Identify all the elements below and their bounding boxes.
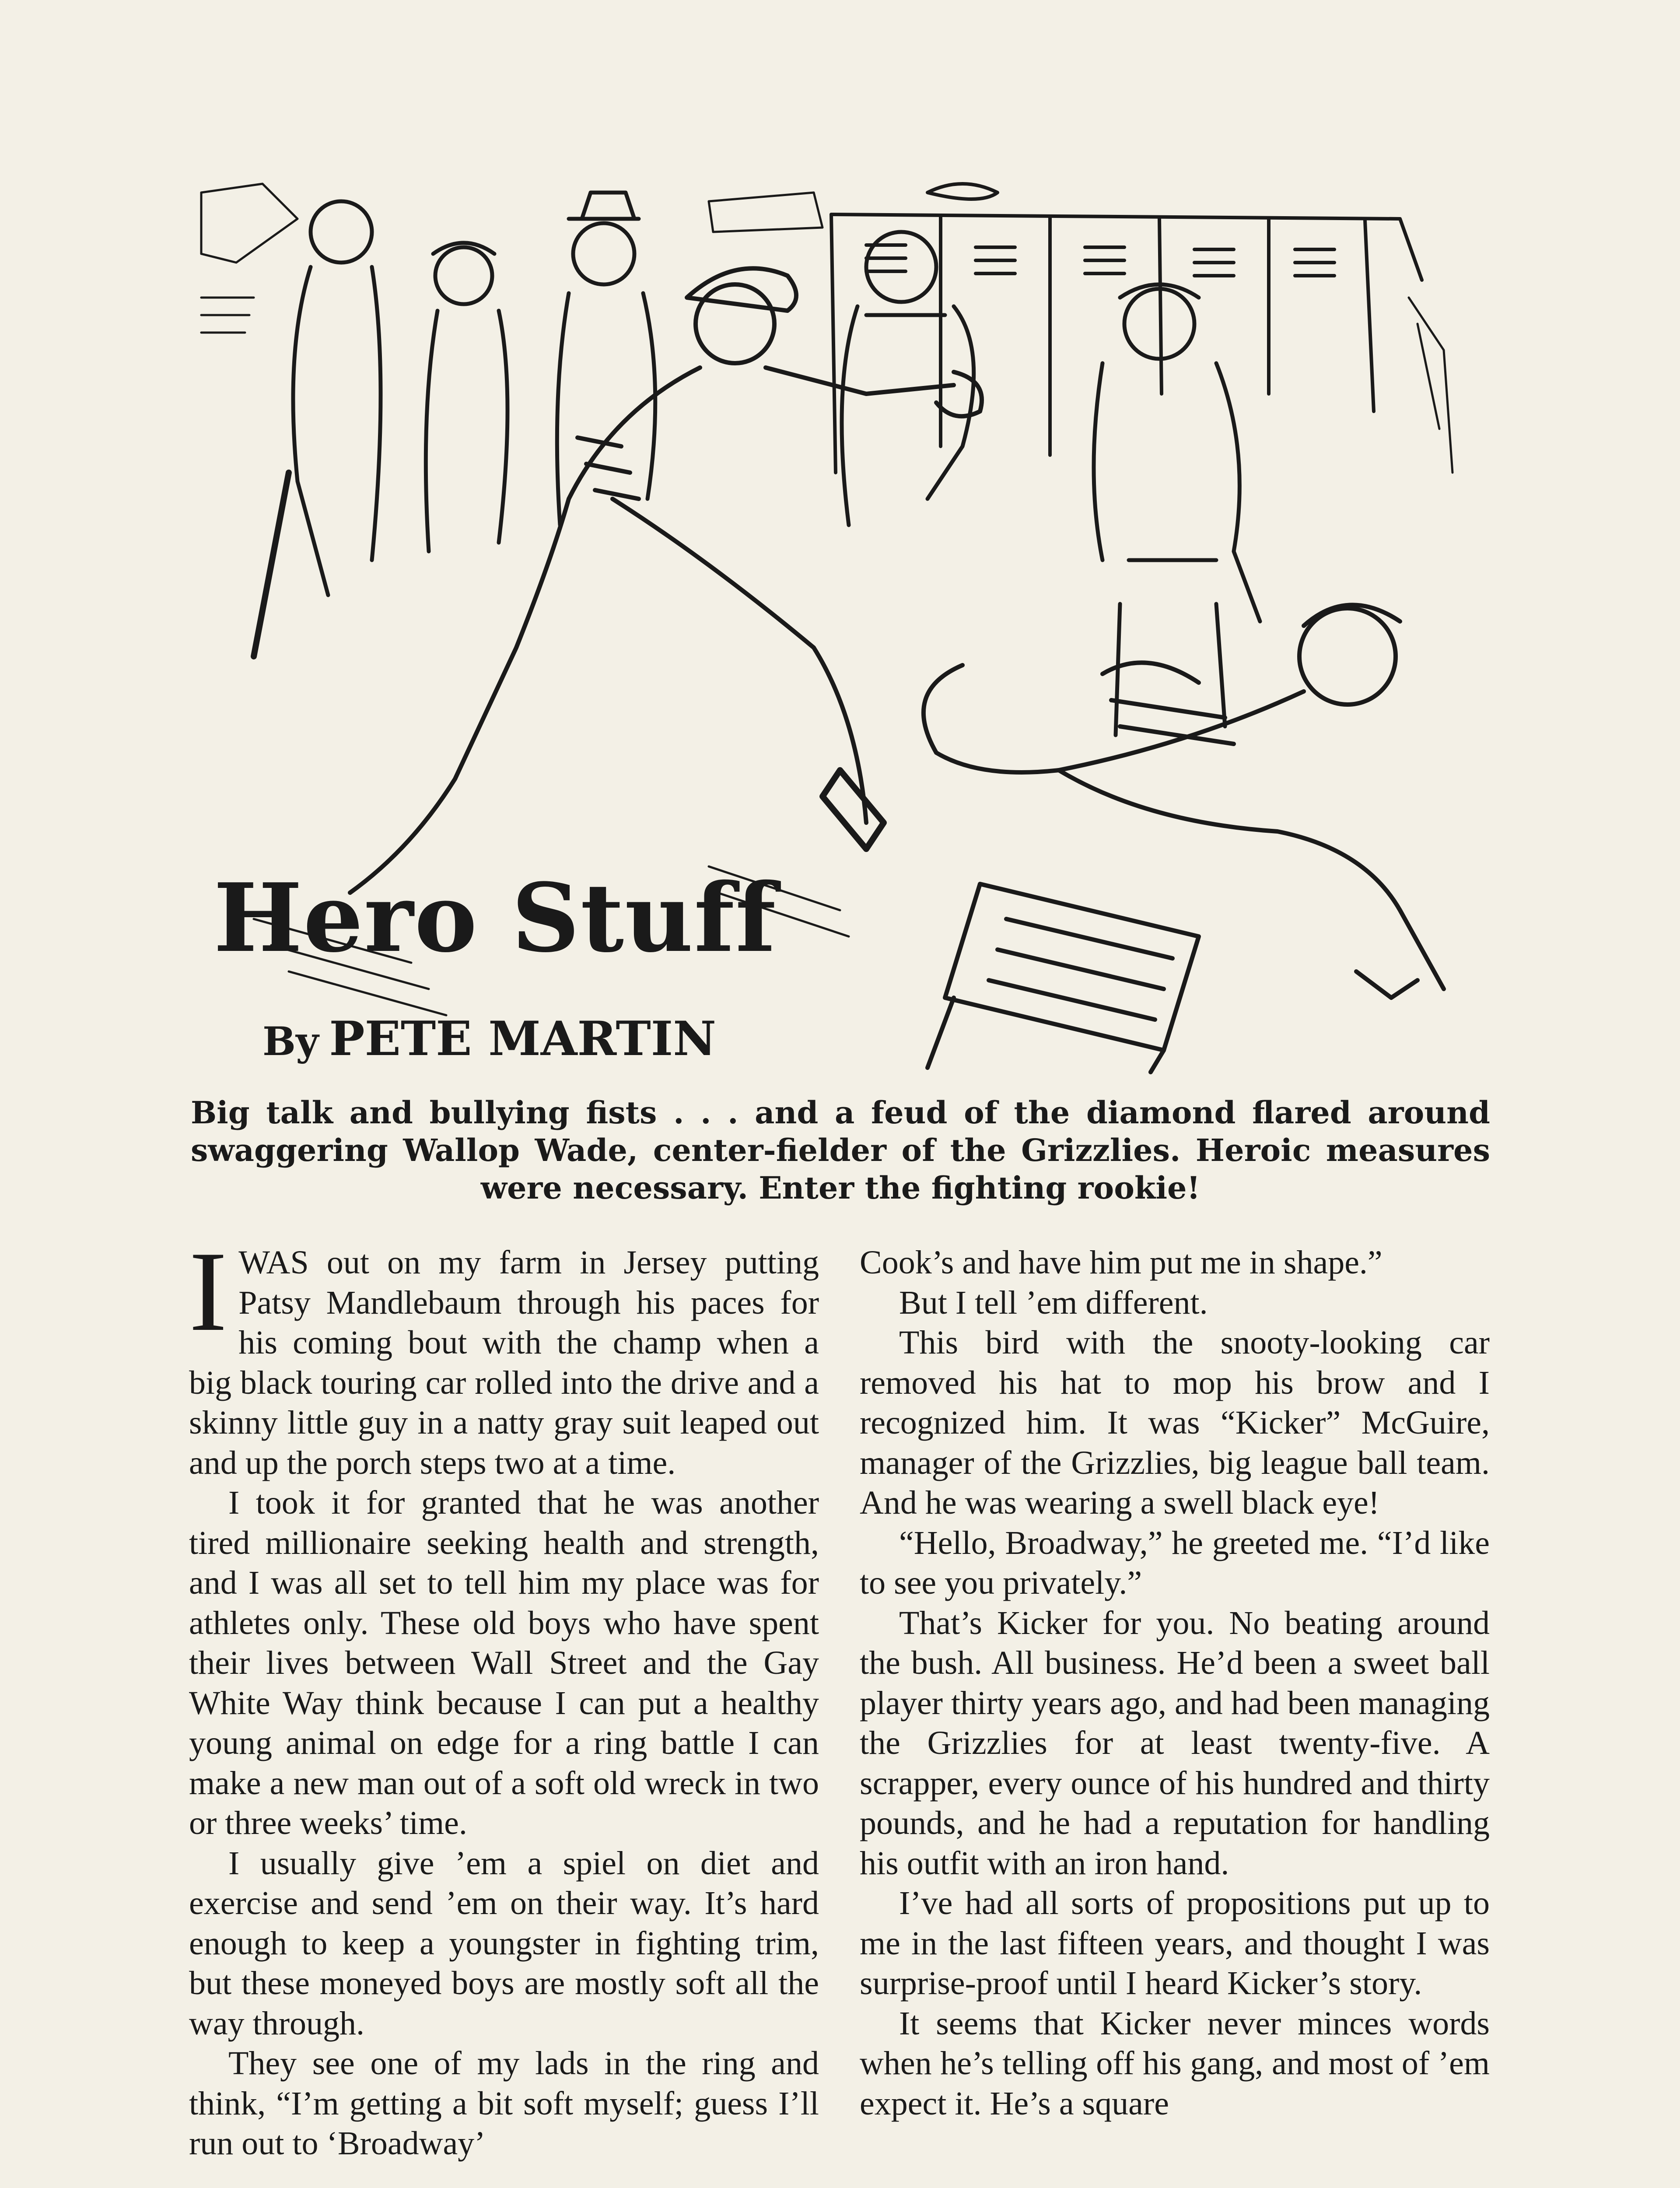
story-title: Hero Stuff (214, 863, 777, 973)
byline (262, 1011, 716, 1066)
paragraph: This bird with the snooty-looking car removed his hat to mop his brow and I recognized him. It was “Kicker” McGuire, manager of the Grizzlies, big league ball team. And he was wearing a swell black eye! (860, 1324, 1490, 1521)
text-column-right (860, 1243, 1490, 2124)
paragraph: I’ve had all sorts of propositions put up to me in the last fifteen years, and thought I was surprise-proof until I heard Kicker’s story. (860, 1885, 1490, 2002)
hatching (201, 184, 1452, 473)
falling-player-drawing (924, 605, 1444, 998)
author-name: PETE MARTIN (329, 1011, 716, 1066)
standing-player-drawing (842, 232, 974, 525)
text-column-left (189, 1228, 819, 2164)
paragraph (189, 1228, 819, 1483)
paragraph: That’s Kicker for you. No beating around the bush. All business. He’d been a sweet ball player thirty years ago, and had been managing the Grizzlies for at least twenty-five. A scrapper, every ounce of his hundred and thirty pounds, and he had a reputation for handling his outfit with an iron hand. (860, 1604, 1490, 1882)
paragraph: Cook’s and have him put me in shape.” (860, 1244, 1382, 1281)
paragraph-text: WAS out on my farm in Jersey putting Patsy Mandlebaum through his paces for his coming bout with the champ when a big black touring car rolled into the drive and a skinny little guy in a natty gray suit leaped out and up the porch steps two at a time. (189, 1244, 819, 1481)
paragraph: It seems that Kicker never minces words when he’s telling off his gang, and most of ’em expect it. He’s a square (860, 2005, 1490, 2122)
story-deck: Big talk and bullying fists . . . and a feud of the diamond flared around swaggering Wallop Wade, center-fielder of the Grizzlies. Heroic measures were necessary. Enter the fighting rookie! (191, 1094, 1490, 1206)
paragraph: I usually give ’em a spiel on diet and exercise and send ’em on their way. It’s hard enough to keep a youngster in fighting trim, but these moneyed boys are mostly soft all the way through. (189, 1844, 819, 2042)
paragraph: But I tell ’em different. (899, 1284, 1208, 1321)
paragraph: I took it for granted that he was another tired millionaire seeking health and strength, and I was all set to tell him my place was for athletes only. These old boys who have spent their lives between Wall Street and the Gay White Way think because I can put a healthy young animal on edge for a ring battle I can make a new man out of a soft old wreck in two or three weeks’ time. (189, 1484, 819, 1841)
paragraph: “Hello, Broadway,” he greeted me. “I’d like to see you privately.” (860, 1524, 1490, 1601)
drop-cap: I (189, 1228, 228, 1355)
bench-drawing (928, 884, 1199, 1072)
paragraph: They see one of my lads in the ring and think, “I’m getting a bit soft myself; guess I’ll run out to ‘Broadway’ (189, 2045, 819, 2162)
spectators-drawing (254, 193, 655, 656)
attacking-player-drawing (350, 268, 982, 893)
byline-prefix: By (262, 1018, 319, 1065)
